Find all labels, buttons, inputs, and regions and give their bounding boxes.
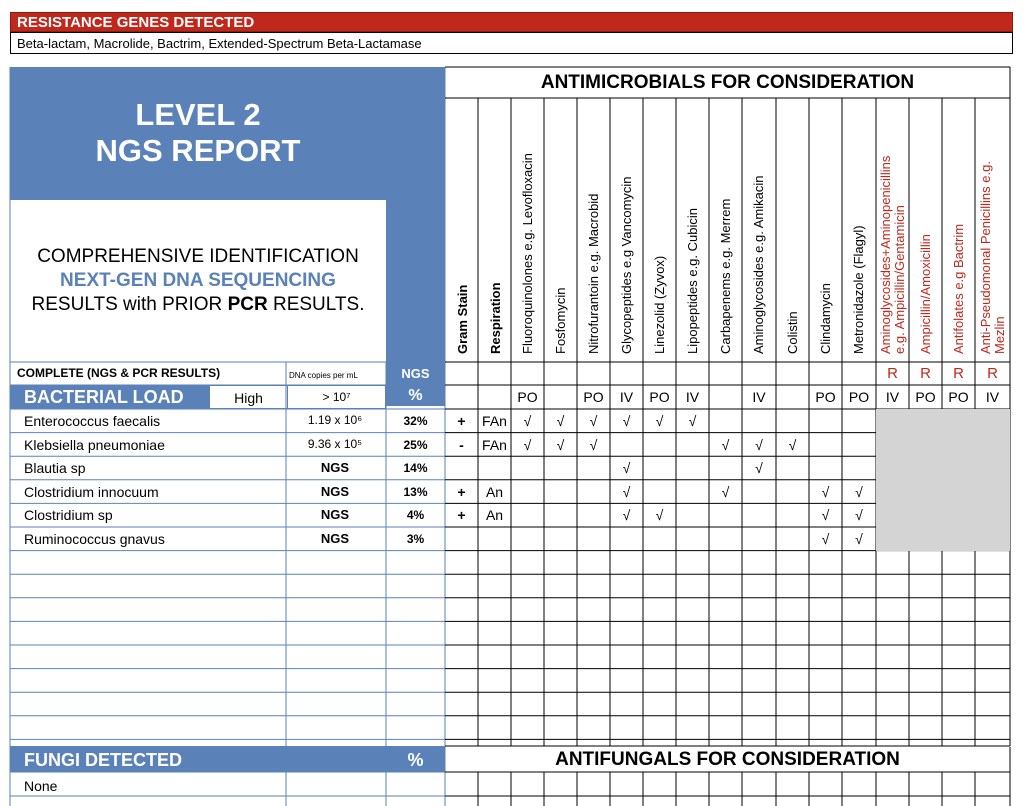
check-mark: √ — [622, 460, 631, 477]
subtitle-line-2: NEXT-GEN DNA SEQUENCING — [60, 270, 336, 291]
check-mark: √ — [556, 413, 565, 429]
drug-column-label: Carbapenems e.g. Merrem — [717, 198, 733, 354]
drug-column-label: Clindamycin — [817, 283, 833, 354]
check-mark: √ — [655, 507, 664, 524]
drug-column-label: Aminoglycosides e.g. Amikacin — [751, 175, 766, 354]
subtitle-pcr: PCR — [227, 294, 268, 315]
organism-copies: NGS — [320, 483, 350, 499]
respiration-value: An — [485, 507, 504, 524]
respiration-label: Respiration — [488, 282, 503, 354]
title-line-2: NGS REPORT — [95, 133, 301, 168]
check-mark: √ — [655, 413, 664, 429]
drug-label-line-1: Anti-Pseudomonal Penicillins e.g. — [977, 161, 993, 354]
route-label: IV — [885, 389, 900, 405]
check-mark: √ — [622, 483, 631, 500]
route-label: IV — [619, 389, 634, 405]
route-label: PO — [848, 389, 870, 405]
complete-label: COMPLETE (NGS & PCR RESULTS) — [17, 366, 221, 380]
bacterial-load-label: BACTERIAL LOAD — [24, 387, 184, 407]
bacterial-load-copies: > 10⁷ — [288, 386, 385, 408]
resistance-flag: R — [920, 365, 931, 382]
title-line-1: LEVEL 2 — [135, 97, 261, 132]
respiration-value: An — [485, 483, 504, 500]
dna-copies-label: DNA copies per mL — [289, 371, 358, 380]
organism-copies: NGS — [320, 531, 350, 546]
subtitle-line-3c: RESULTS. — [267, 294, 365, 315]
respiration-value: FAn — [482, 413, 507, 429]
route-label: PO — [649, 389, 670, 405]
route-label: IV — [985, 389, 1000, 405]
organism-name: Clostridium sp — [24, 507, 113, 524]
check-mark: √ — [755, 460, 763, 477]
drug-column-label: Ampicillin/Amoxicillin — [917, 234, 933, 354]
resistance-flag: R — [953, 365, 964, 382]
drug-label-line-2: e.g. Ampicillin/Gentamicin — [891, 205, 907, 354]
fungi-label: FUNGI DETECTED — [24, 750, 183, 770]
resistant-column-shade — [942, 409, 975, 551]
route-label: PO — [517, 389, 538, 405]
check-mark: √ — [821, 531, 830, 547]
route-label: IV — [752, 389, 766, 405]
ngs-label: NGS — [401, 366, 430, 381]
respiration-value: FAn — [482, 436, 507, 453]
drug-column-label: Fosfomycin — [552, 287, 568, 354]
route-label: PO — [948, 389, 969, 405]
organism-copies: NGS — [320, 460, 350, 476]
check-mark: √ — [855, 507, 863, 524]
drug-column-label: Colistin — [784, 311, 800, 354]
check-mark: √ — [821, 483, 830, 500]
check-mark: √ — [589, 436, 598, 453]
drug-column-label: Antifolates e.g Bactrim — [950, 223, 966, 354]
drug-label-line-1: Aminoglycosides+Aminopenicillins — [877, 155, 893, 354]
drug-column-label: Glycopeptides e.g Vancomycin — [618, 176, 634, 354]
check-mark: √ — [556, 436, 565, 453]
check-mark: √ — [721, 483, 730, 500]
check-mark: √ — [721, 436, 730, 453]
drug-column-label: Linezolid (Zyvox) — [651, 255, 667, 354]
organism-name: Blautia sp — [24, 460, 86, 477]
ngs-percent-label: % — [408, 387, 423, 404]
gram-stain-value: + — [457, 507, 466, 524]
check-mark: √ — [589, 413, 598, 429]
check-mark: √ — [523, 413, 532, 429]
antifungals-header: ANTIFUNGALS FOR CONSIDERATION — [555, 749, 900, 770]
organism-name: Ruminococcus gnavus — [24, 531, 165, 547]
gram-stain-value: + — [457, 483, 466, 500]
organism-copies: 9.36 x 10⁵ — [307, 436, 363, 451]
drug-label-line-2: Mezlin — [991, 316, 1007, 354]
route-label: PO — [915, 389, 936, 405]
organism-name: Klebsiella pneumoniae — [24, 436, 165, 453]
route-label: IV — [685, 389, 700, 405]
check-mark: √ — [855, 531, 863, 547]
check-mark: √ — [821, 507, 830, 524]
organism-percent: 14% — [403, 461, 428, 476]
bacterial-load-level: High — [210, 386, 287, 408]
check-mark: √ — [788, 436, 797, 453]
fungi-percent-label: % — [407, 750, 424, 770]
organism-percent: 32% — [403, 414, 428, 428]
subtitle-line-1: COMPREHENSIVE IDENTIFICATION — [37, 246, 359, 267]
organism-copies: 1.19 x 10⁶ — [307, 413, 363, 427]
drug-column-label: Fluoroquinolones e.g. Levofloxacin — [519, 153, 535, 354]
resistant-column-shade — [975, 409, 1010, 551]
route-label: PO — [583, 389, 604, 405]
check-mark: √ — [755, 436, 763, 453]
resistant-column-shade — [876, 409, 909, 551]
check-mark: √ — [688, 413, 697, 429]
fungi-first-row: None — [24, 778, 58, 794]
check-mark: √ — [523, 436, 532, 453]
resistant-column-shade — [909, 409, 942, 551]
check-mark: √ — [622, 413, 631, 429]
organism-name: Enterococcus faecalis — [24, 413, 161, 429]
resistance-flag: R — [987, 365, 998, 382]
organism-name: Clostridium innocuum — [24, 483, 159, 500]
resistance-flag: R — [887, 365, 898, 382]
resistance-header: RESISTANCE GENES DETECTED — [10, 12, 1013, 32]
organism-percent: 4% — [406, 508, 425, 523]
subtitle-line-3a: RESULTS with PRIOR — [31, 294, 228, 315]
check-mark: √ — [622, 507, 631, 524]
drug-column-label: Metronidazole (Flagyl) — [851, 225, 866, 354]
gram-stain-value: - — [459, 436, 464, 453]
antimicrobials-header: ANTIMICROBIALS FOR CONSIDERATION — [540, 72, 915, 93]
drug-column-label: Nitrofurantoin e.g. Macrobid — [585, 193, 601, 354]
gram-stain-label: Gram Stain — [455, 284, 470, 354]
route-label: PO — [815, 389, 836, 405]
drug-column-label: Lipopeptides e.g. Cubicin — [684, 208, 700, 354]
organism-copies: NGS — [320, 507, 350, 523]
organism-percent: 13% — [403, 484, 428, 499]
organism-percent: 3% — [406, 532, 425, 546]
resistance-genes: Beta-lactam, Macrolide, Bactrim, Extended-Spectrum Beta-Lactamase — [10, 32, 1013, 54]
gram-stain-value: + — [457, 413, 466, 429]
organism-percent: 25% — [403, 437, 428, 452]
check-mark: √ — [855, 483, 863, 500]
